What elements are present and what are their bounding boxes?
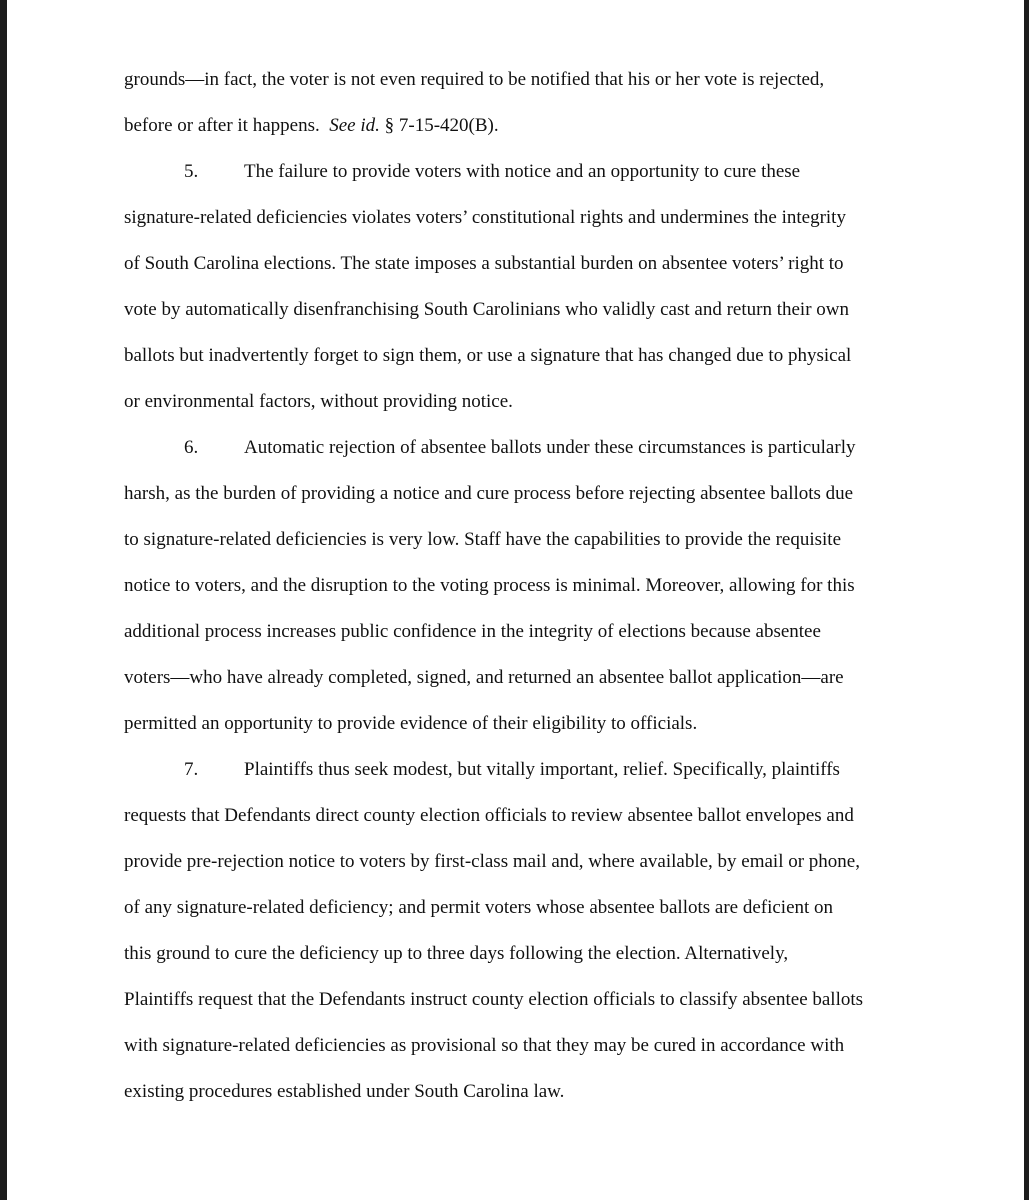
paragraph-number: 6. bbox=[184, 437, 199, 458]
text-line: this ground to cure the deficiency up to three days following the election. Alternatively, bbox=[124, 943, 789, 964]
text-line: with signature-related deficiencies as provisional so that they may be cured in accordance with bbox=[124, 1035, 845, 1056]
text-line: voters—who have already completed, signed, and returned an absentee ballot application—are bbox=[124, 667, 844, 688]
text-line: The failure to provide voters with notice and an opportunity to cure these bbox=[244, 161, 801, 182]
text-line: permitted an opportunity to provide evidence of their eligibility to officials. bbox=[124, 713, 698, 734]
text-line: vote by automatically disenfranchising South Carolinians who validly cast and return their own bbox=[124, 299, 850, 320]
citation-section: § 7-15-420(B). bbox=[384, 115, 499, 136]
scan-border-left bbox=[0, 0, 7, 1200]
paragraph-number: 7. bbox=[184, 759, 199, 780]
text-line: harsh, as the burden of providing a notice and cure process before rejecting absentee ballots due bbox=[124, 483, 854, 504]
paragraph-number: 5. bbox=[184, 161, 199, 182]
text-line: additional process increases public confidence in the integrity of elections because absentee bbox=[124, 621, 821, 642]
text-line: Plaintiffs thus seek modest, but vitally important, relief. Specifically, plaintiffs bbox=[244, 759, 840, 780]
text-line: of any signature-related deficiency; and permit voters whose absentee ballots are deficient on bbox=[124, 897, 834, 918]
scan-border-right bbox=[1024, 0, 1029, 1200]
text-line: requests that Defendants direct county election officials to review absentee ballot envelopes and bbox=[124, 805, 854, 826]
text-line: notice to voters, and the disruption to the voting process is minimal. Moreover, allowing for this bbox=[124, 575, 855, 596]
text-line: to signature-related deficiencies is very low. Staff have the capabilities to provide the requisite bbox=[124, 529, 841, 550]
citation-italic: See id. bbox=[329, 115, 380, 136]
text-line: provide pre-rejection notice to voters by first-class mail and, where available, by email or phone, bbox=[124, 851, 860, 872]
text-line: signature-related deficiencies violates voters’ constitutional rights and undermines the integrity bbox=[124, 207, 846, 228]
text-line: Plaintiffs request that the Defendants instruct county election officials to classify absentee ballots bbox=[124, 989, 864, 1010]
text-fragment: before or after it happens. bbox=[124, 115, 320, 136]
text-line: of South Carolina elections. The state imposes a substantial burden on absentee voters’ right to bbox=[124, 253, 844, 274]
text-line: grounds—in fact, the voter is not even required to be notified that his or her vote is rejected, bbox=[124, 69, 825, 90]
text-line: ballots but inadvertently forget to sign them, or use a signature that has changed due to physical bbox=[124, 345, 852, 366]
text-line: existing procedures established under South Carolina law. bbox=[124, 1081, 565, 1102]
text-line-with-citation bbox=[124, 114, 499, 138]
text-line: or environmental factors, without providing notice. bbox=[124, 391, 513, 412]
text-line: Automatic rejection of absentee ballots under these circumstances is particularly bbox=[244, 437, 856, 458]
